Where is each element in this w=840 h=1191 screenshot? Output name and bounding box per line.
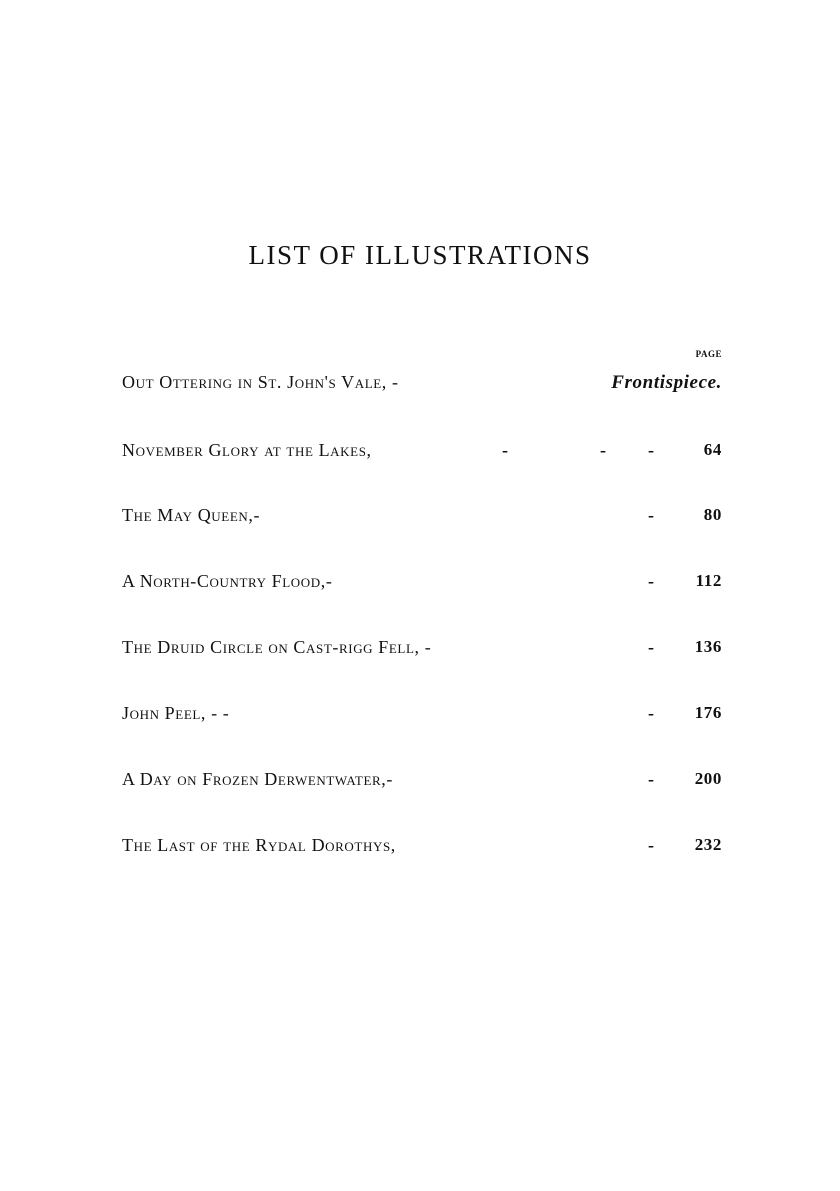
illustration-title: A Day on Frozen Derwentwater,-: [122, 769, 393, 789]
illustration-title: The Druid Circle on Cast-rigg Fell, -: [122, 637, 432, 657]
leader-dash: -: [502, 440, 509, 460]
illustration-entry: [122, 571, 722, 601]
illustration-page: 232: [694, 835, 722, 854]
illustration-page: 200: [694, 769, 722, 788]
illustration-title: Out Ottering in St. John's Vale, -: [122, 372, 399, 392]
leader-dash: -: [648, 571, 655, 591]
illustration-title: A North-Country Flood,-: [122, 571, 333, 591]
illustration-entry: [122, 703, 722, 733]
illustration-entry: [122, 505, 722, 535]
leader-dash: -: [600, 440, 607, 460]
illustration-title: John Peel, - -: [122, 703, 230, 723]
illustration-entry: [122, 637, 722, 667]
illustration-page: 176: [694, 703, 722, 722]
leader-dash: -: [648, 835, 655, 855]
illustration-title: November Glory at the Lakes,: [122, 440, 372, 460]
page-column-header: PAGE: [695, 349, 722, 359]
illustration-entry: [122, 835, 722, 865]
illustration-entry: [122, 769, 722, 799]
illustration-title: The May Queen,-: [122, 505, 261, 525]
illustration-entry: [122, 372, 722, 402]
illustration-entry: [122, 440, 722, 470]
illustration-page: Frontispiece.: [611, 372, 722, 393]
page-title: LIST OF ILLUSTRATIONS: [248, 240, 592, 270]
leader-dash: -: [648, 703, 655, 723]
leader-dash: -: [648, 637, 655, 657]
illustration-page: 136: [694, 637, 722, 656]
leader-dash: -: [648, 769, 655, 789]
illustration-page: 64: [703, 440, 722, 459]
leader-dash: -: [648, 440, 655, 460]
illustration-page: 80: [703, 505, 722, 524]
illustration-page: 112: [695, 571, 722, 590]
illustration-title: The Last of the Rydal Dorothys,: [122, 835, 396, 855]
leader-dash: -: [648, 505, 655, 525]
